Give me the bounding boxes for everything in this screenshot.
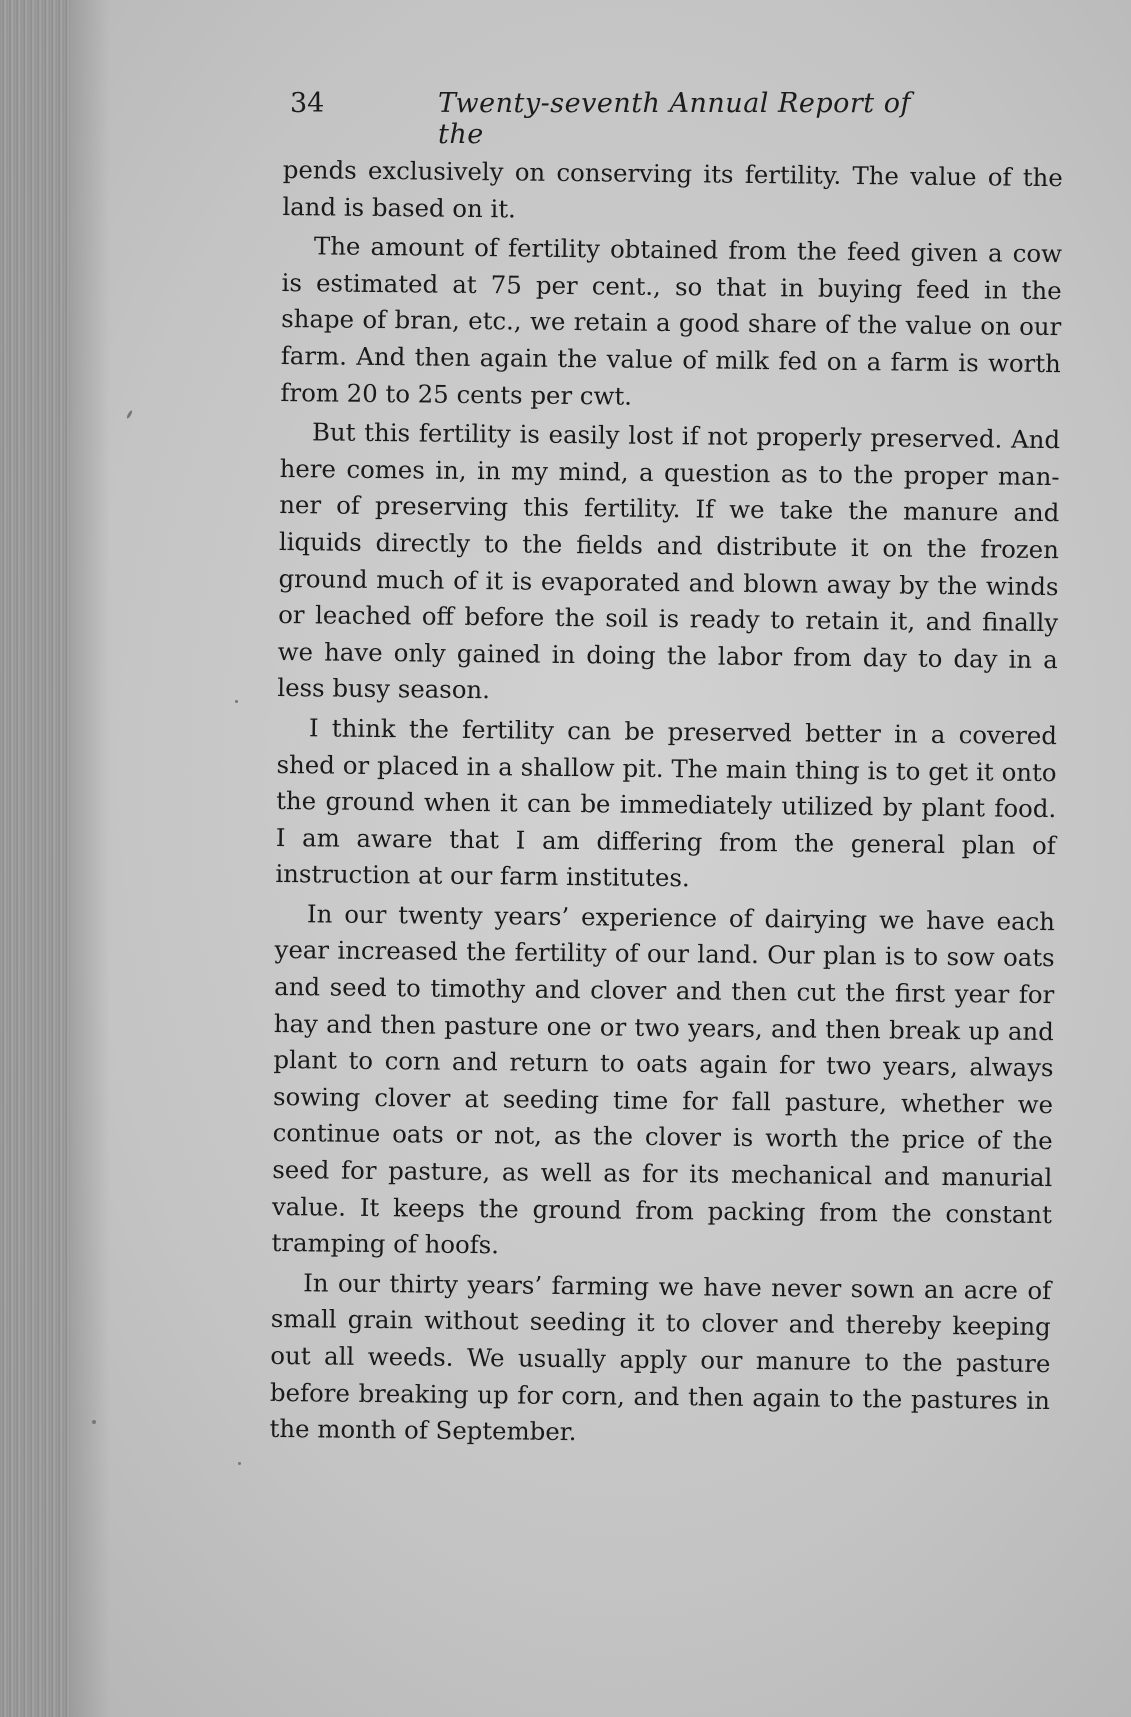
- paragraph: But this fertility is easily lost if not properly preserved. And here comes in, in my mind, a question as to the proper manner of preserving this fertility. If we take the manure and liquids directly to the fields and distribute it on the frozen ground much of it is evaporated and blown away by the winds or leached off before the soil is ready to retain it, and finally we have only gained in doing the labor from day to day in a less busy season.: [277, 417, 1061, 705]
- scan-speck: [92, 1420, 96, 1424]
- paragraph: The amount of fertility obtained from the feed given a cow is estimated at 75 per cent., so that in buying feed in the shape of bran, etc., we retain a good share of the value on our farm. And then again the value of milk fed on a farm is worth from 20 to 25 cents per cwt.: [280, 231, 1063, 411]
- scan-speck: [235, 700, 238, 703]
- paragraph: In our thirty years’ farming we have never sown an acre of small grain without seeding it to clover and thereby keeping out all weeds. We usually apply our manure to the pasture before breaking up for corn, and then again to the pastures in the month of September.: [269, 1268, 1052, 1447]
- body-text: [269, 152, 1063, 1459]
- page-number: 34: [290, 88, 325, 119]
- scan-speck: [238, 1462, 241, 1465]
- paragraph: I think the fertility can be preserved better in a covered shed or placed in a shallow pit. The main thing is to get it onto the ground when it can be immediately utilized by plant food. I am aware that I am differing from the general plan of instruction at our farm institutes.: [275, 713, 1058, 893]
- paragraph-continued: pends exclusively on conserving its fertility. The value of the land is based on it.: [282, 154, 1063, 224]
- page-header: [290, 88, 950, 150]
- book-binding-edge: [0, 0, 70, 1717]
- scan-speck: [126, 410, 133, 419]
- binding-shadow: [70, 0, 110, 1717]
- paragraph: In our twenty years’ experience of dairying we have each year increased the fertility of our land. Our plan is to sow oats and seed to timothy and clover and then cut the first year for hay and then pasture one or two years, and then break up and plant to corn and return to oats again for two years, always sowing clover at seeding time for fall pasture, whether we continue oats or not, as the clover is worth the price of the seed for pasture, as well as for its mechanical and manurial value. It keeps the ground from packing from the constant tramping of hoofs.: [271, 899, 1056, 1260]
- running-title: Twenty-seventh Annual Report of the: [438, 88, 911, 150]
